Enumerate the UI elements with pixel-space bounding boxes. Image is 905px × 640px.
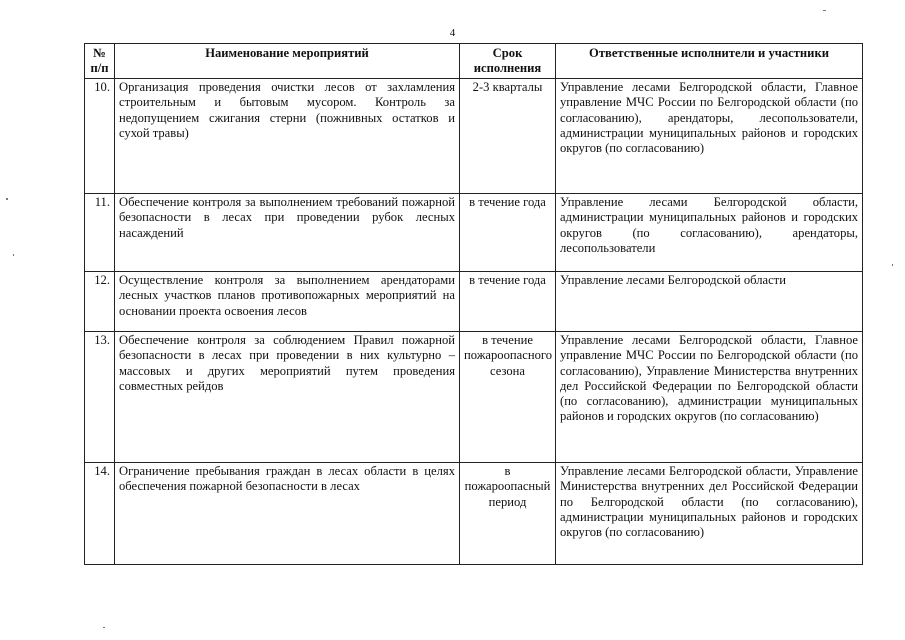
scan-speck xyxy=(103,627,105,628)
row-number: 12. xyxy=(85,272,115,332)
table-row xyxy=(85,79,863,194)
responsible-parties: Управление лесами Белгородской области xyxy=(556,272,863,332)
row-number: 14. xyxy=(85,463,115,565)
header-number: № п/п xyxy=(85,44,115,79)
row-number: 13. xyxy=(85,332,115,463)
table-header-row xyxy=(85,44,863,79)
page-number: 4 xyxy=(449,27,456,39)
scan-speck xyxy=(6,198,8,200)
responsible-parties: Управление лесами Белгородской области, Главное управление МЧС России по Белгородской области (по согласованию), Управление Министерства внутренних дел Российской Федерации по Белгородской области (по согласованию), администрации муниципальных районов и городских округов (по согласованию) xyxy=(556,332,863,463)
header-responsible: Ответственные исполнители и участники xyxy=(556,44,863,79)
event-name: Осуществление контроля за выполнением арендаторами лесных участков планов противопожарных мероприятий на основании проекта освоения лесов xyxy=(115,272,460,332)
row-number: 11. xyxy=(85,194,115,272)
event-name: Организация проведения очистки лесов от захламления строительным и бытовым мусором. Контроль за недопущением сжигания стерни (пожнивных остатков и сухой травы) xyxy=(115,79,460,194)
responsible-parties: Управление лесами Белгородской области, Главное управление МЧС России по Белгородской области (по согласованию), арендаторы, лесопользователи, администрации муниципальных районов и городских округов (по согласованию) xyxy=(556,79,863,194)
scan-speck xyxy=(823,10,826,11)
table-row xyxy=(85,194,863,272)
table-row xyxy=(85,332,863,463)
scan-speck xyxy=(13,254,14,256)
responsible-parties: Управление лесами Белгородской области, Управление Министерства внутренних дел Российской Федерации по Белгородской области (по согласованию), администрации муниципальных районов и городских округов (по согласованию) xyxy=(556,463,863,565)
scan-speck xyxy=(892,264,893,266)
table-row xyxy=(85,272,863,332)
deadline: в течение года xyxy=(460,272,556,332)
deadline: в течение года xyxy=(460,194,556,272)
event-name: Обеспечение контроля за соблюдением Правил пожарной безопасности в лесах при проведении в них культурно – массовых и других мероприятий путем проведения совместных рейдов xyxy=(115,332,460,463)
deadline: в пожароопасный период xyxy=(460,463,556,565)
events-table xyxy=(84,43,863,565)
table-row xyxy=(85,463,863,565)
header-deadline: Срок исполнения xyxy=(460,44,556,79)
responsible-parties: Управление лесами Белгородской области, администрации муниципальных районов и городских округов (по согласованию), арендаторы, лесопользователи xyxy=(556,194,863,272)
event-name: Обеспечение контроля за выполнением требований пожарной безопасности в лесах при проведении рубок лесных насаждений xyxy=(115,194,460,272)
deadline: 2-3 кварталы xyxy=(460,79,556,194)
row-number: 10. xyxy=(85,79,115,194)
deadline: в течение пожароопасного сезона xyxy=(460,332,556,463)
event-name: Ограничение пребывания граждан в лесах области в целях обеспечения пожарной безопасности в лесах xyxy=(115,463,460,565)
header-event-name: Наименование мероприятий xyxy=(115,44,460,79)
